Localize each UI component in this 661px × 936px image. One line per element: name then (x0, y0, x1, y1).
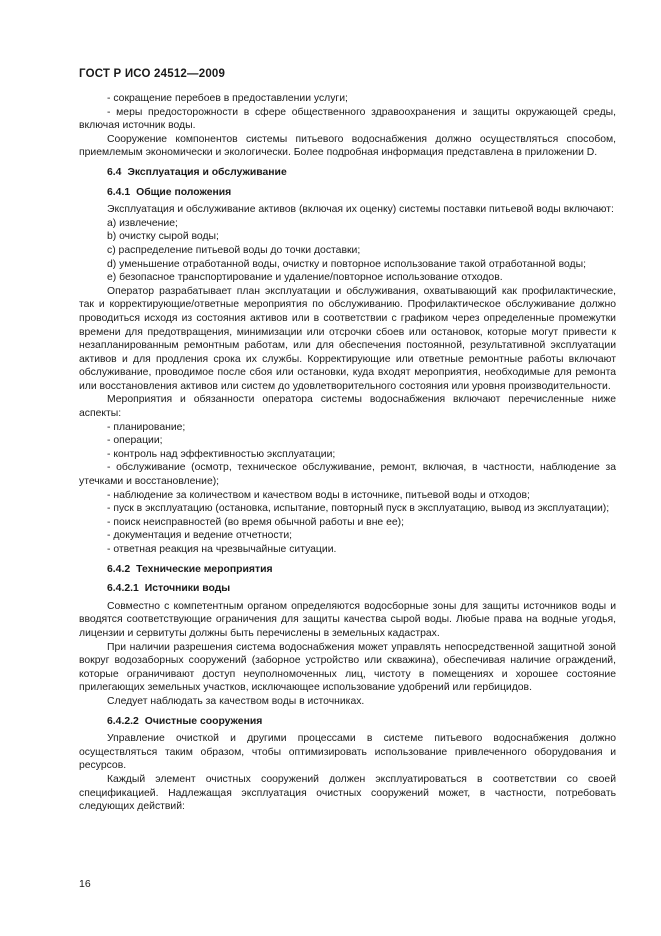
section-number: 6.4.1 (107, 186, 131, 198)
section-number: 6.4 (107, 166, 122, 178)
list-item: - контроль над эффективностью эксплуатации; (107, 448, 336, 460)
section-title: Очистные сооружения (144, 715, 263, 727)
list-item: - меры предосторожности в сфере общественного здравоохранения и защиты окружающей среды, включая источник воды. (79, 106, 616, 132)
paragraph: Следует наблюдать за качеством воды в источниках. (107, 695, 365, 707)
list-item: - пуск в эксплуатацию (остановка, испытание, повторный пуск в эксплуатацию, вывод из эксплуатации); (107, 503, 610, 515)
list-item: - ответная реакция на чрезвычайные ситуации. (107, 544, 337, 555)
section-title: Технические мероприятия (136, 563, 273, 575)
section-number: 6.4.2 (107, 563, 131, 575)
paragraph: При наличии разрешения система водоснабжения может управлять непосредственной защитной зоной вокруг водозаборных сооружений (заборное устройство или скважина), обеспечивая наличие ограждений, которые ограничивают доступ неуполномоченных лиц, чистоту в помещениях и хорошее состояние прилегающих земельных участков, исключающее использование удобрений или гербицидов. (79, 641, 616, 694)
paragraph: Мероприятия и обязанности оператора системы водоснабжения включают перечисленные ниже аспекты: (79, 394, 616, 420)
paragraph: Каждый элемент очистных сооружений должен эксплуатироваться в соответствии со своей спецификацией. Надлежащая эксплуатация очистных сооружений может, в частности, потребовать следующих действий: (79, 773, 616, 813)
list-item: - наблюдение за количеством и качеством воды в источнике, питьевой воды и отходов; (107, 489, 530, 501)
paragraph: Управление очисткой и другими процессами в системе питьевого водоснабжения должно осуществляться таким образом, чтобы оптимизировать использование привлеченного оборудования и ресурсов. (79, 733, 616, 772)
section-heading (79, 186, 616, 200)
section-heading (79, 166, 616, 180)
section-number: 6.4.2.1 (107, 583, 139, 595)
list-item: - поиск неисправностей (во время обычной работы и вне ее); (107, 516, 405, 528)
section-heading (79, 582, 616, 596)
section-heading (79, 563, 616, 577)
section-title: Общие положения (136, 186, 232, 198)
list-item: d) уменьшение отработанной воды, очистку и повторное использование такой отработанной воды; (107, 258, 586, 270)
list-item: - обслуживание (осмотр, техническое обслуживание, ремонт, включая, в частности, наблюдение за утечками и восстановление); (79, 462, 616, 488)
list-item: e) безопасное транспортирование и удаление/повторное использование отходов. (107, 272, 503, 284)
list-item: b) очистку сырой воды; (107, 231, 219, 243)
paragraph: Эксплуатация и обслуживание активов (включая их оценку) системы поставки питьевой воды включают: (107, 204, 614, 216)
list-item: c) распределение питьевой воды до точки доставки; (107, 244, 361, 256)
list-item: - сокращение перебоев в предоставлении услуги; (107, 93, 348, 104)
list-item: - документация и ведение отчетности; (107, 530, 293, 542)
page-number: 16 (79, 878, 91, 890)
list-item: a) извлечение; (107, 217, 178, 229)
paragraph: Оператор разрабатывает план эксплуатации и обслуживания, охватывающий как профилактические, так и корректирующие/ответные мероприятия по обслуживанию. Профилактическое обслуживание должно проводиться исходя из состояния активов или в соответствии с графиком через определенные промежутки времени для предотвращения, минимизации или отсрочки сбоев или остановок, которые могут привести к незапланированным ремонтным работам, или для обеспечения постоянной, результативной эксплуатации активов и для продления срока их службы. Корректирующие или ответные ремонтные работы включают обслуживание, проводимое после сбоя или остановки, куда входят мероприятия, необходимые для ремонта или восстановления активов или систем до удовлетворительного состояния или уровня производительности. (79, 285, 616, 392)
document-header: ГОСТ Р ИСО 24512—2009 (79, 68, 226, 80)
list-item: - операции; (107, 435, 163, 447)
document-body (79, 92, 616, 814)
section-heading (79, 715, 616, 729)
paragraph: Сооружение компонентов системы питьевого водоснабжения должно осуществляться способом, приемлемым экономически и экологически. Более подробная информация представлена в приложении D. (79, 133, 616, 159)
list-item: - планирование; (107, 421, 186, 433)
section-title: Эксплуатация и обслуживание (127, 166, 287, 178)
section-title: Источники воды (144, 583, 231, 595)
section-number: 6.4.2.2 (107, 715, 139, 727)
paragraph: Совместно с компетентным органом определяются водосборные зоны для защиты источников воды и вводятся соответствующие ограничения для защиты качества сырой воды. Любые права на водные угодья, лицензии и сервитуты должны быть перечислены в земельных кадастрах. (79, 600, 616, 639)
